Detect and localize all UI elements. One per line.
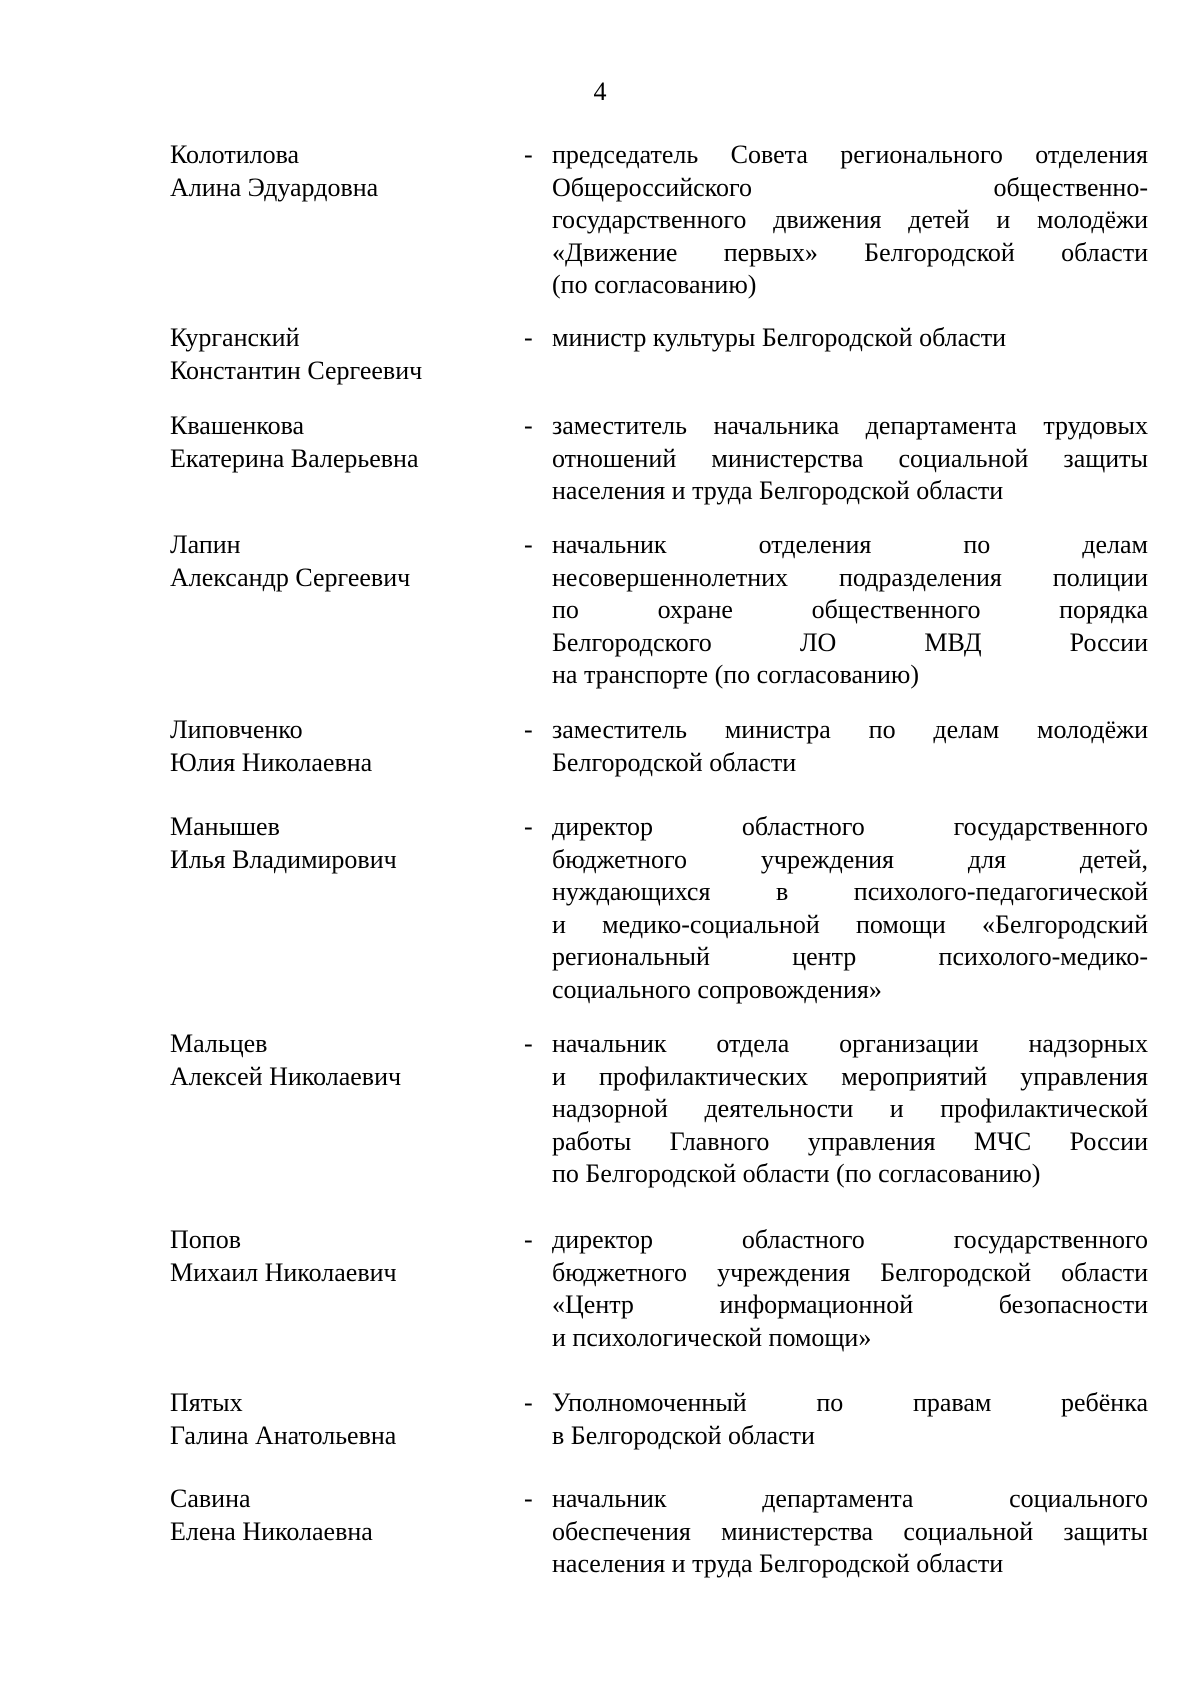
separator-dash: - xyxy=(524,715,533,744)
member-given-names: Алексей Николаевич xyxy=(170,1061,402,1091)
member-role xyxy=(552,322,1148,355)
separator-dash: - xyxy=(524,1029,533,1058)
role-line: отношений министерства социальной защиты xyxy=(552,443,1148,473)
member-role xyxy=(552,1387,1148,1452)
member-name xyxy=(170,139,500,204)
member-role xyxy=(552,1028,1148,1191)
role-line: бюджетного учреждения Белгородской области xyxy=(552,1257,1148,1287)
role-line: начальник департамента социального xyxy=(552,1484,1148,1513)
role-line: заместитель министра по делам молодёжи xyxy=(552,715,1148,744)
member-name xyxy=(170,1028,500,1093)
role-line: региональный центр психолого-медико- xyxy=(552,942,1148,971)
role-line: «Движение первых» Белгородской области xyxy=(552,237,1148,267)
separator-dash: - xyxy=(524,530,533,559)
member-surname: Мальцев xyxy=(170,1029,268,1058)
member-surname: Курганский xyxy=(170,323,300,352)
member-surname: Попов xyxy=(170,1225,241,1254)
role-line: на транспорте (по согласованию) xyxy=(552,660,919,689)
member-entry xyxy=(0,1483,1200,1578)
role-line: нуждающихся в психолого-педагогической xyxy=(552,877,1148,906)
member-entry xyxy=(0,410,1200,505)
member-role xyxy=(552,410,1148,508)
member-name xyxy=(170,529,500,594)
member-surname: Манышев xyxy=(170,812,280,841)
member-entry xyxy=(0,1387,1200,1450)
role-line: начальник отделения по делам xyxy=(552,530,1148,559)
role-line: Общероссийского общественно- xyxy=(552,172,1148,202)
member-role xyxy=(552,811,1148,1006)
member-given-names: Галина Анатольевна xyxy=(170,1420,397,1450)
member-given-names: Константин Сергеевич xyxy=(170,355,423,385)
separator-dash: - xyxy=(524,411,533,440)
role-line: министр культуры Белгородской области xyxy=(552,323,1006,352)
member-surname: Пятых xyxy=(170,1388,243,1417)
role-line: бюджетного учреждения для детей, xyxy=(552,844,1148,874)
member-name xyxy=(170,811,500,876)
role-line: обеспечения министерства социальной защиты xyxy=(552,1516,1148,1546)
role-line: директор областного государственного xyxy=(552,1225,1148,1254)
member-role xyxy=(552,714,1148,779)
role-line: председатель Совета регионального отделения xyxy=(552,140,1148,169)
role-line: Белгородской области xyxy=(552,747,797,777)
member-surname: Квашенкова xyxy=(170,411,305,440)
role-line: и профилактических мероприятий управления xyxy=(552,1061,1148,1091)
member-surname: Колотилова xyxy=(170,140,300,169)
role-line: заместитель начальника департамента трудовых xyxy=(552,411,1148,440)
separator-dash: - xyxy=(524,1484,533,1513)
member-role xyxy=(552,529,1148,692)
member-name xyxy=(170,322,500,387)
member-entry xyxy=(0,1028,1200,1188)
member-name xyxy=(170,714,500,779)
member-given-names: Елена Николаевна xyxy=(170,1516,373,1546)
member-given-names: Александр Сергеевич xyxy=(170,562,411,592)
role-line: (по согласованию) xyxy=(552,270,757,299)
member-given-names: Алина Эдуардовна xyxy=(170,172,379,202)
role-line: начальник отдела организации надзорных xyxy=(552,1029,1148,1058)
member-role xyxy=(552,139,1148,302)
page-number: 4 xyxy=(593,77,607,106)
role-line: Уполномоченный по правам ребёнка xyxy=(552,1388,1148,1417)
role-line: в Белгородской области xyxy=(552,1420,815,1450)
member-role xyxy=(552,1224,1148,1354)
member-entry xyxy=(0,714,1200,777)
separator-dash: - xyxy=(524,140,533,169)
member-surname: Савина xyxy=(170,1484,251,1513)
member-given-names: Юлия Николаевна xyxy=(170,747,373,777)
role-line: несовершеннолетних подразделения полиции xyxy=(552,562,1148,592)
member-entry xyxy=(0,1224,1200,1352)
member-name xyxy=(170,1387,500,1452)
role-line: Белгородского ЛО МВД России xyxy=(552,627,1148,657)
separator-dash: - xyxy=(524,1225,533,1254)
role-line: и медико-социальной помощи «Белгородский xyxy=(552,909,1148,939)
member-name xyxy=(170,1483,500,1548)
role-line: директор областного государственного xyxy=(552,812,1148,841)
role-line: населения и труда Белгородской области xyxy=(552,1549,1004,1578)
role-line: по Белгородской области (по согласованию) xyxy=(552,1159,1041,1188)
member-role xyxy=(552,1483,1148,1581)
separator-dash: - xyxy=(524,323,533,352)
role-line: надзорной деятельности и профилактической xyxy=(552,1094,1148,1123)
separator-dash: - xyxy=(524,1388,533,1417)
role-line: по охране общественного порядка xyxy=(552,595,1148,624)
member-given-names: Михаил Николаевич xyxy=(170,1257,397,1287)
member-entry xyxy=(0,322,1200,385)
role-line: и психологической помощи» xyxy=(552,1322,872,1352)
member-given-names: Илья Владимирович xyxy=(170,844,397,874)
role-line: государственного движения детей и молодёжи xyxy=(552,205,1148,234)
member-name xyxy=(170,1224,500,1289)
member-entry xyxy=(0,811,1200,1004)
member-surname: Лапин xyxy=(170,530,241,559)
member-entry xyxy=(0,529,1200,689)
role-line: «Центр информационной безопасности xyxy=(552,1290,1148,1319)
member-name xyxy=(170,410,500,475)
role-line: населения и труда Белгородской области xyxy=(552,476,1004,505)
member-given-names: Екатерина Валерьевна xyxy=(170,443,419,473)
member-entry xyxy=(0,139,1200,299)
member-surname: Липовченко xyxy=(170,715,303,744)
role-line: социального сопровождения» xyxy=(552,974,882,1004)
separator-dash: - xyxy=(524,812,533,841)
role-line: работы Главного управления МЧС России xyxy=(552,1126,1148,1156)
